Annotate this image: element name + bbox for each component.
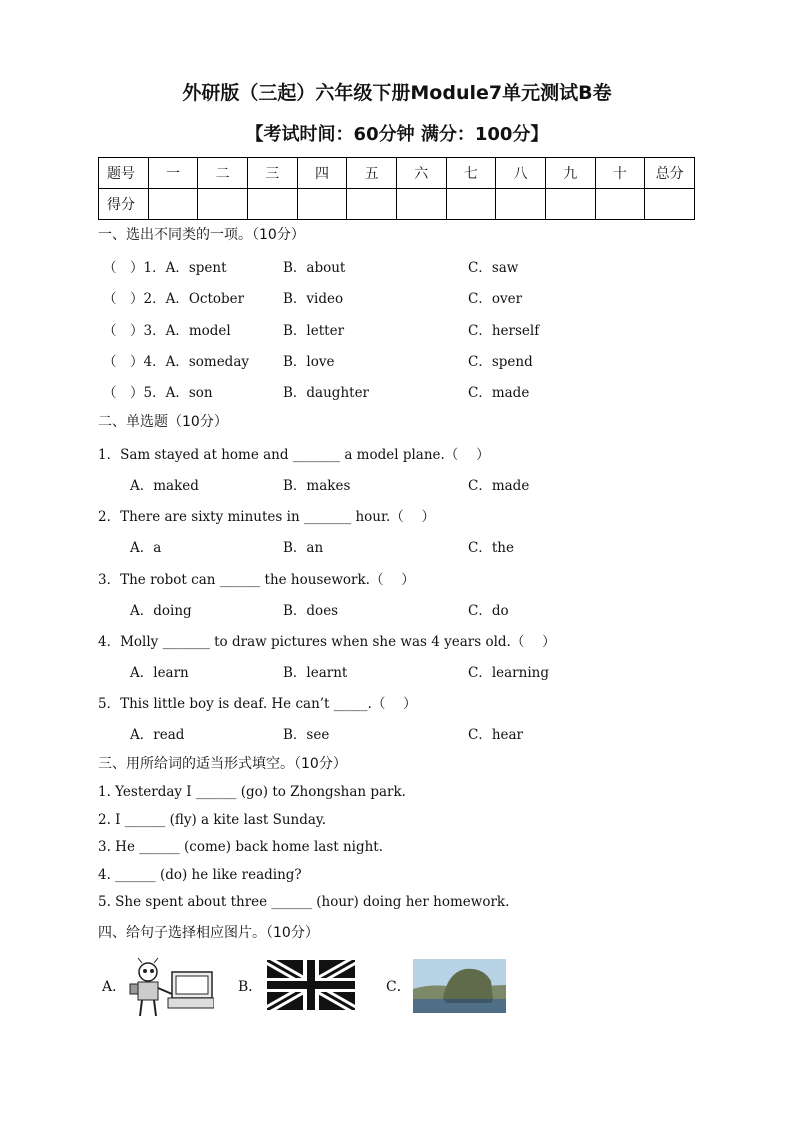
score-cell[interactable] [198,189,248,220]
score-header-cell: 题号 [99,158,149,189]
score-header-cell: 四 [297,158,347,189]
fill-blank-item: 4. ______ (do) he like reading? [98,866,302,883]
option-c: C．made [468,478,530,494]
option-c: C．learning [468,664,549,681]
question-text: 2．There are sixty minutes in _______ hour.（ ） [98,509,436,526]
score-header-cell: 三 [247,158,297,189]
score-header-cell: 八 [496,158,546,189]
score-cell[interactable] [247,189,297,220]
option-b: B．does [283,602,339,619]
score-value-row [99,189,695,220]
score-header-cell: 一 [148,158,198,189]
question-text: 3．The robot can ______ the housework.（ ） [98,571,415,588]
score-cell[interactable] [347,189,397,220]
question-stem: （ ）2．A．October [103,291,245,308]
picture-label-c: C． [386,979,411,995]
fill-blank-item: 1. Yesterday I ______ (go) to Zhongshan park. [98,784,406,800]
score-header-row [99,158,695,189]
question-text: 5．This little boy is deaf. He can’t _____.（ ） [98,696,417,713]
option-a: A．learn [130,664,189,681]
picture-label-b: B． [238,979,263,995]
option-b: B．letter [283,322,345,339]
question-stem: （ ）4．A．someday [103,353,250,370]
option-b: B．an [283,540,324,557]
option-a: A．a [130,540,162,557]
page-title: 外研版（三起）六年级下册Module7单元测试B卷 [182,82,612,104]
question-stem: （ ）5．A．son [103,385,213,402]
question-text: 1．Sam stayed at home and _______ a model plane.（ ） [98,447,490,463]
section-1-heading: 一、选出不同类的一项。（10分） [98,227,305,243]
fill-blank-item: 3. He ______ (come) back home last night. [98,839,384,855]
option-c: C．over [468,291,523,308]
score-cell[interactable] [545,189,595,220]
option-c: C．made [468,385,530,402]
option-a: A．maked [130,478,199,494]
score-cell[interactable] [595,189,645,220]
option-b: B．daughter [283,385,370,402]
score-cell[interactable] [496,189,546,220]
option-a: A．doing [130,602,192,619]
option-a: A．read [130,727,185,744]
question-stem: （ ）1．A．spent [103,260,227,276]
section-4-heading: 四、给句子选择相应图片。（10分） [98,925,319,941]
section-2-heading: 二、单选题（10分） [98,414,228,430]
score-header-cell: 九 [545,158,595,189]
option-c: C．the [468,540,514,557]
option-b: B．love [283,353,335,370]
fill-blank-item: 5. She spent about three ______ (hour) doing her homework. [98,894,510,910]
score-cell[interactable] [645,189,695,220]
option-c: C．hear [468,727,524,744]
option-b: B．learnt [283,664,348,681]
option-b: B．about [283,260,346,276]
option-c: C．saw [468,260,519,276]
score-header-cell: 七 [446,158,496,189]
option-b: B．see [283,727,330,744]
score-header-cell: 五 [347,158,397,189]
score-header-cell: 二 [198,158,248,189]
union-jack-flag-picture [267,960,355,1010]
section-3-heading: 三、用所给词的适当形式填空。（10分） [98,756,347,772]
option-b: B．video [283,291,344,308]
option-c: C．herself [468,322,540,339]
option-c: C．spend [468,353,533,370]
question-text: 4．Molly _______ to draw pictures when she was 4 years old.（ ） [98,633,556,650]
score-header-cell: 六 [396,158,446,189]
score-header-cell: 总分 [645,158,695,189]
river-landscape-picture [413,959,506,1013]
score-table [98,157,695,220]
score-cell[interactable] [396,189,446,220]
score-cell[interactable] [446,189,496,220]
question-stem: （ ）3．A．model [103,322,231,339]
option-b: B．makes [283,478,351,494]
option-c: C．do [468,602,509,619]
robot-computer-picture [128,958,214,1018]
fill-blank-item: 2. I ______ (fly) a kite last Sunday. [98,811,327,828]
score-row-label: 得分 [99,189,149,220]
score-cell[interactable] [297,189,347,220]
exam-info: 【考试时间：60分钟 满分：100分】 [245,124,549,145]
score-cell[interactable] [148,189,198,220]
score-header-cell: 十 [595,158,645,189]
picture-label-a: A． [102,979,127,995]
